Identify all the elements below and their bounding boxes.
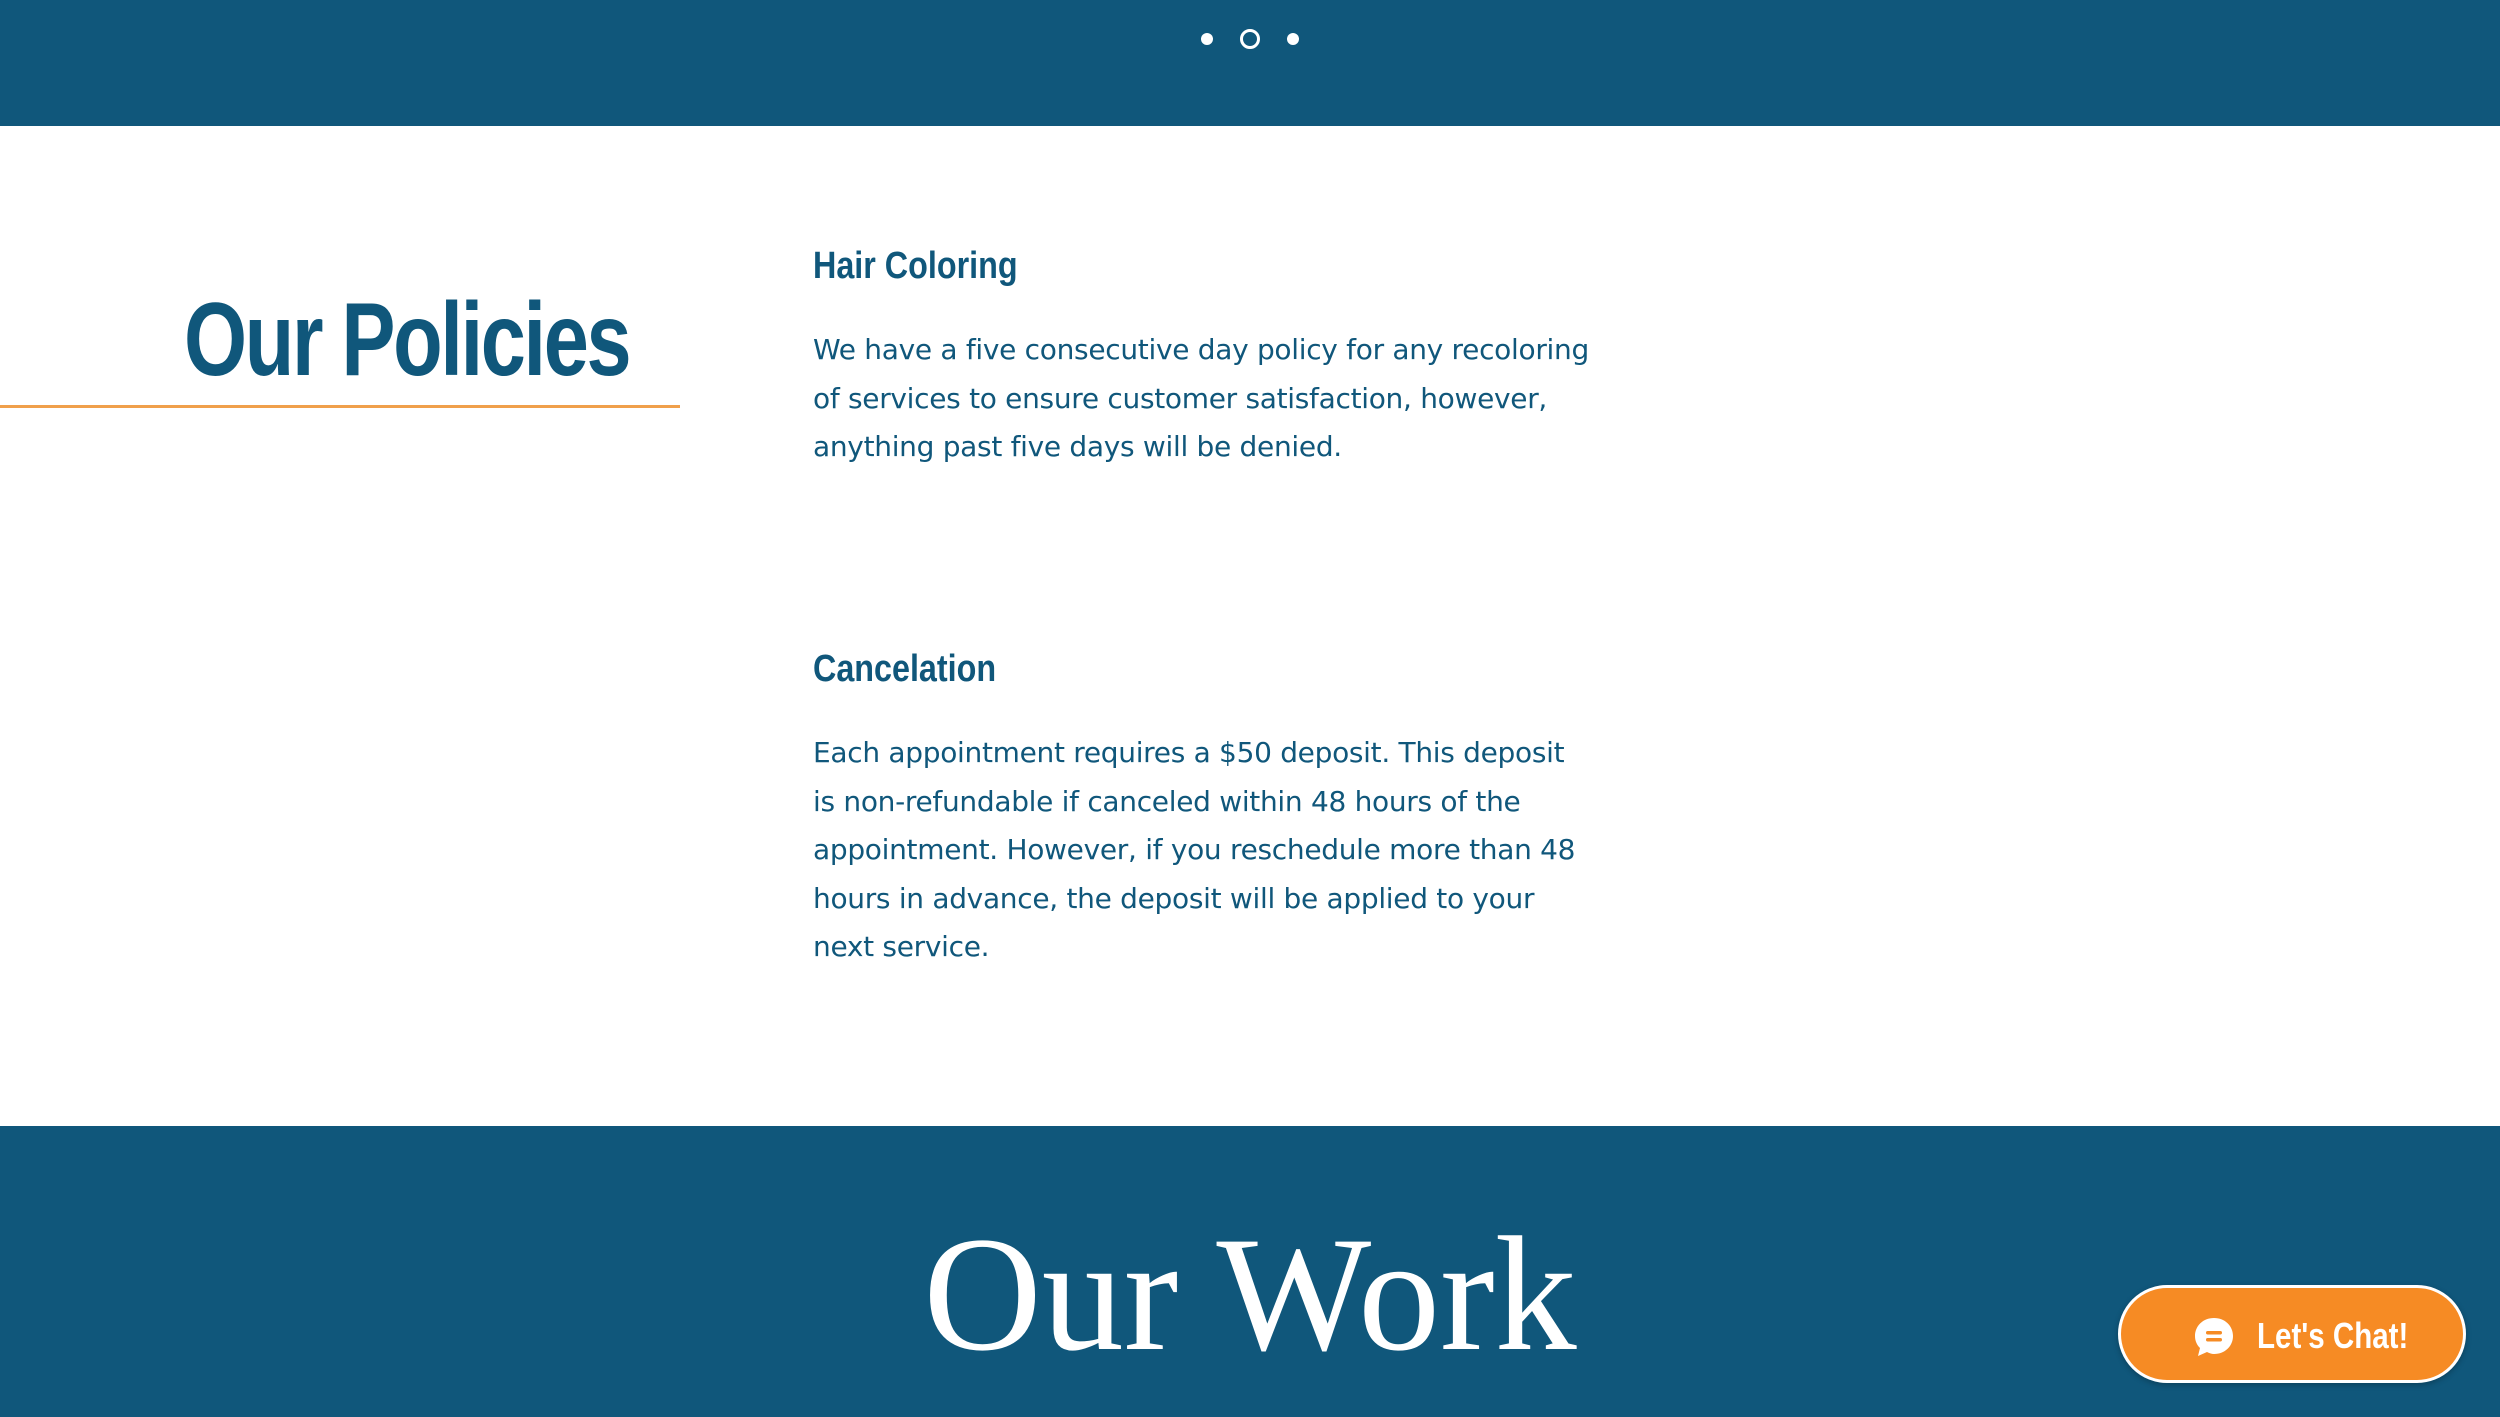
policy-heading-hair-coloring: Hair Coloring [813,245,1018,287]
policies-title: Our Policies [184,282,630,398]
slide-dot-3[interactable] [1287,33,1299,45]
policy-body-cancelation: Each appointment requires a $50 deposit. This deposit is non-refundable if canceled within 48 hours of the appointment. However, if you reschedule more than 48 hours in advance, the deposit will be applied to your next service. [813,736,1576,963]
chat-label: Let's Chat! [2257,1315,2409,1356]
policy-heading-cancelation: Cancelation [813,648,997,690]
slideshow-pagination [0,27,2500,51]
our-work-title: Our Work [923,1204,1577,1385]
slide-dot-1[interactable] [1201,33,1213,45]
title-underline [0,405,680,408]
top-banner [0,0,2500,126]
policy-body-hair-coloring: We have a five consecutive day policy for any recoloring of services to ensure customer satisfaction, however, anything past five days will be denied. [813,333,1589,463]
slide-dot-2-active[interactable] [1240,29,1260,49]
lets-chat-button[interactable] [2118,1285,2466,1383]
chat-bubble-icon [2193,1316,2235,1358]
